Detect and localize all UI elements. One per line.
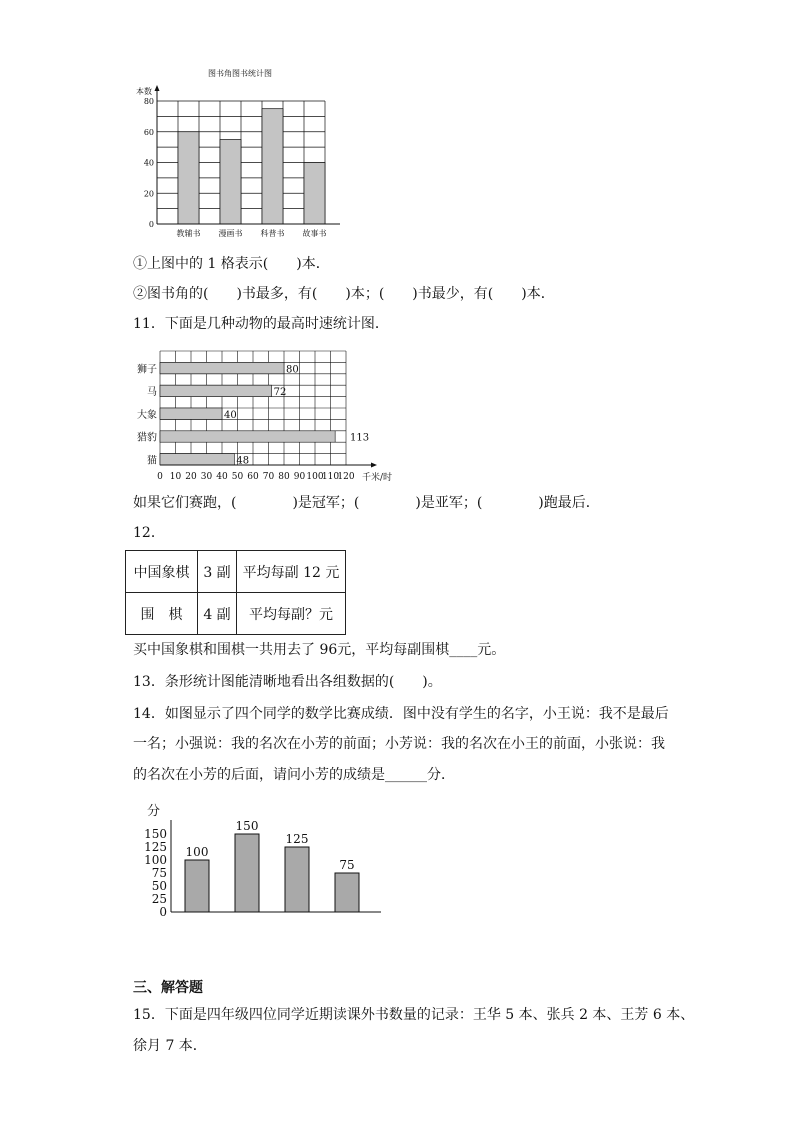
x-tick-label: 漫画书	[218, 229, 243, 238]
table-cell: 中国象棋	[126, 551, 198, 593]
category-label: 马	[147, 387, 157, 399]
table-row	[126, 593, 346, 635]
y-tick-label: 75	[151, 866, 167, 880]
data-label: 100	[185, 845, 209, 859]
table-cell: 4 副	[198, 593, 237, 635]
bar	[285, 847, 309, 912]
book-chart-y-arrow	[155, 85, 160, 91]
y-tick-label: 125	[144, 840, 167, 854]
y-tick-label: 0	[148, 220, 154, 229]
x-tick-label: 100	[306, 472, 324, 482]
bar	[220, 139, 241, 224]
q10-sub2: ②图书角的( )书最多，有( )本；( )书最少，有( )本．	[133, 286, 555, 302]
x-tick-label: 30	[200, 472, 213, 482]
category-label: 大象	[137, 409, 157, 421]
data-label: 40	[224, 409, 237, 421]
data-label: 75	[339, 858, 355, 872]
bar	[160, 408, 222, 419]
chess-price-table	[125, 550, 346, 635]
data-label: 80	[286, 364, 299, 376]
q11-question: 如果它们赛跑，( )是冠军；( )是亚军；( )跑最后．	[133, 495, 600, 511]
category-label: 狮子	[137, 364, 157, 376]
x-tick-label: 90	[293, 472, 306, 482]
q14-line2: 一名；小强说：我的名次在小芳的前面；小芳说：我的名次在小王的前面，小张说：我	[133, 736, 665, 752]
bar	[160, 431, 335, 442]
y-tick-label: 50	[151, 879, 167, 893]
bar	[160, 385, 272, 396]
bar	[235, 834, 259, 912]
bar	[262, 109, 283, 224]
table-cell: 围 棋	[126, 593, 198, 635]
animal-chart-xlabel: 千米/时	[362, 473, 393, 483]
book-chart-title: 图书角图书统计图	[208, 69, 272, 78]
x-tick-label: 科普书	[260, 229, 285, 238]
q14-line3: 的名次在小芳的后面，请问小芳的成绩是______分．	[133, 767, 455, 783]
y-tick-label: 60	[143, 127, 154, 137]
bar	[185, 860, 209, 912]
animal-chart-x-arrow	[371, 463, 377, 468]
bar	[160, 454, 234, 465]
data-label: 72	[273, 387, 287, 399]
data-label: 48	[236, 455, 250, 467]
section-title: 三、解答题	[133, 980, 203, 996]
book-chart	[120, 60, 360, 250]
category-label: 猫	[147, 455, 157, 467]
q11-stem: 11．下面是几种动物的最高时速统计图．	[133, 316, 389, 332]
q13-text: 13．条形统计图能清晰地看出各组数据的( )。	[133, 674, 442, 690]
bar	[160, 362, 284, 373]
x-tick-label: 50	[231, 472, 244, 482]
bar	[178, 132, 199, 224]
category-label: 猎豹	[137, 432, 157, 444]
table-cell: 平均每副？元	[237, 593, 346, 635]
x-tick-label: 故事书	[302, 229, 327, 238]
q12-number: 12．	[133, 525, 165, 541]
data-label: 113	[350, 432, 370, 444]
q14-line1: 14．如图显示了四个同学的数学比赛成绩．图中没有学生的名字，小王说：我不是最后	[133, 706, 669, 722]
x-tick-label: 110	[321, 472, 340, 482]
q15-line2: 徐月 7 本．	[133, 1038, 207, 1054]
table-cell: 3 副	[198, 551, 237, 593]
x-tick-label: 教辅书	[176, 229, 201, 238]
x-tick-label: 80	[278, 472, 290, 482]
x-tick-label: 0	[157, 472, 163, 482]
x-tick-label: 60	[247, 472, 259, 482]
q12-question: 买中国象棋和围棋一共用去了 96元，平均每副围棋____元。	[133, 642, 506, 658]
animal-speed-chart	[128, 345, 418, 485]
book-chart-ylabel: 本数	[136, 87, 152, 96]
x-tick-label: 120	[337, 472, 355, 482]
y-tick-label: 80	[143, 97, 154, 106]
y-tick-label: 20	[143, 189, 154, 199]
bar	[304, 163, 325, 225]
bar	[335, 873, 359, 912]
x-tick-label: 70	[262, 472, 275, 482]
x-tick-label: 10	[169, 472, 182, 482]
y-tick-label: 100	[144, 853, 167, 867]
y-tick-label: 150	[144, 827, 167, 841]
score-chart	[135, 798, 395, 923]
y-tick-label: 0	[159, 905, 167, 919]
y-tick-label: 40	[143, 158, 154, 168]
table-cell: 平均每副 12 元	[237, 551, 346, 593]
q10-sub1: ①上图中的 1 格表示( )本．	[133, 256, 330, 272]
y-tick-label: 25	[151, 892, 167, 906]
data-label: 125	[285, 832, 309, 846]
q15-line1: 15．下面是四年级四位同学近期读课外书数量的记录：王华 5 本、张兵 2 本、王芳 6 本、	[133, 1007, 695, 1023]
x-tick-label: 20	[185, 472, 197, 482]
x-tick-label: 40	[216, 472, 228, 482]
data-label: 150	[235, 819, 259, 833]
table-row	[126, 551, 346, 593]
score-chart-ylabel: 分	[147, 804, 161, 819]
